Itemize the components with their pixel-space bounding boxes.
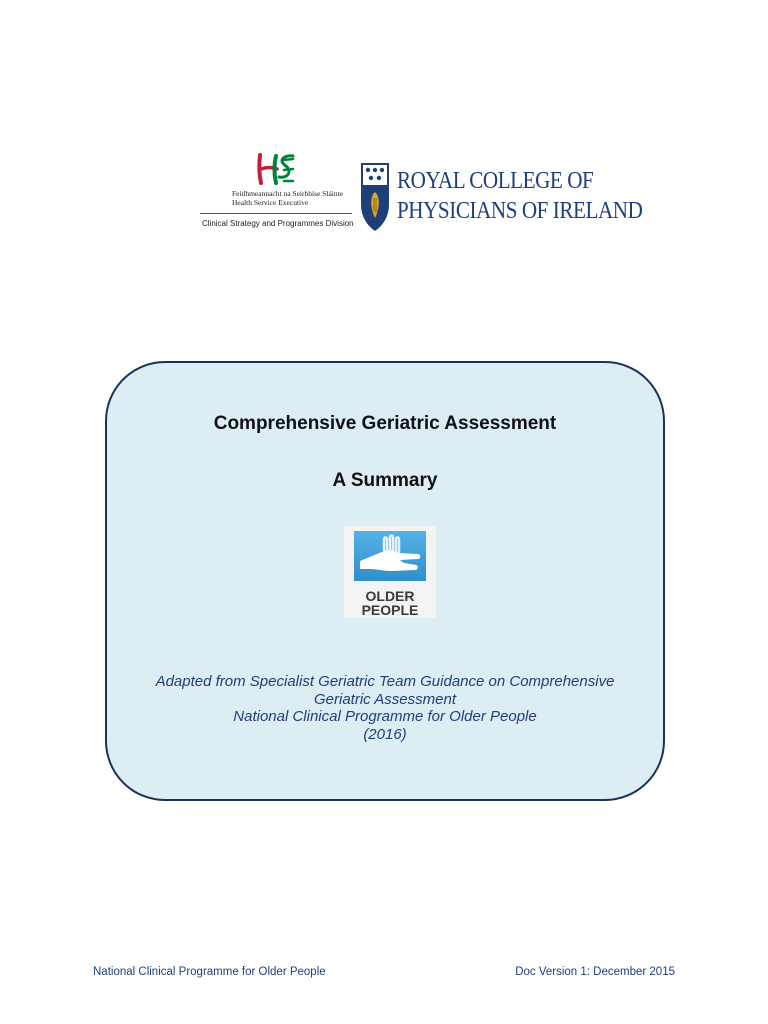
older-people-line-2: PEOPLE xyxy=(361,602,419,618)
older-people-line-1: OLDER xyxy=(365,588,415,604)
hse-divider xyxy=(200,213,352,214)
adapted-line: National Clinical Programme for Older People xyxy=(233,708,537,725)
cover-panel xyxy=(105,361,665,801)
adapted-from-note xyxy=(107,673,663,743)
hse-logo xyxy=(198,150,352,232)
hse-name-irish: Feidhmeannacht na Seirbhíse Sláinte xyxy=(232,189,344,198)
hse-mark-icon xyxy=(256,152,296,186)
adapted-line: Geriatric Assessment xyxy=(314,690,456,708)
rcpi-wordmark xyxy=(397,166,642,226)
document-title: Comprehensive Geriatric Assessment xyxy=(213,413,557,434)
helping-hands-icon xyxy=(354,531,426,581)
helping-hands-square xyxy=(354,531,426,581)
rcpi-line-1: ROYAL COLLEGE OF xyxy=(397,168,594,194)
rcpi-crest-icon xyxy=(360,162,390,232)
older-people-logo xyxy=(344,526,436,618)
header-logos xyxy=(198,150,643,240)
rcpi-line-2: PHYSICIANS OF IRELAND xyxy=(397,198,643,224)
adapted-line: (2016) xyxy=(363,725,407,743)
footer-programme: National Clinical Programme for Older People xyxy=(93,966,326,978)
hse-name-english: Health Service Executive xyxy=(232,198,309,207)
hse-division-name: Clinical Strategy and Programmes Division xyxy=(202,219,354,228)
document-subtitle: A Summary xyxy=(332,470,438,491)
footer-version: Doc Version 1: December 2015 xyxy=(515,966,675,978)
adapted-line: Adapted from Specialist Geriatric Team Guidance on Comprehensive xyxy=(155,673,615,690)
